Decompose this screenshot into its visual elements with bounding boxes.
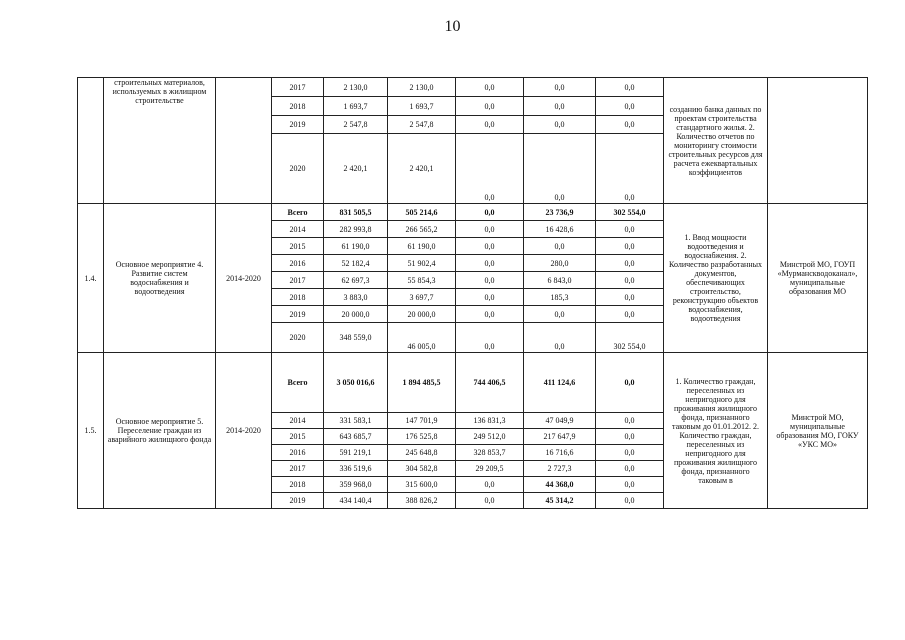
source-cell: 147 701,9 (388, 413, 456, 429)
source-cell: 744 406,5 (456, 353, 524, 413)
source-cell: 0,0 (456, 78, 524, 97)
source-cell: 16 716,6 (524, 445, 596, 461)
source-cell: 388 826,2 (388, 493, 456, 509)
source-cell: 0,0 (596, 116, 664, 134)
source-cell: 0,0 (596, 255, 664, 272)
source-cell: 2 727,3 (524, 461, 596, 477)
total-cell: 20 000,0 (324, 306, 388, 323)
source-cell: 0,0 (524, 238, 596, 255)
executor-text: Минстрой МО, муниципальные образования МО, ГОКУ «УКС МО» (768, 353, 868, 509)
source-cell: 0,0 (596, 97, 664, 116)
source-cell: 0,0 (596, 429, 664, 445)
table-row (78, 78, 868, 97)
source-cell: 46 005,0 (388, 323, 456, 353)
source-cell: 217 647,9 (524, 429, 596, 445)
source-cell: 2 130,0 (388, 78, 456, 97)
year-cell: 2016 (272, 255, 324, 272)
year-cell: 2015 (272, 238, 324, 255)
source-cell: 411 124,6 (524, 353, 596, 413)
source-cell: 45 314,2 (524, 493, 596, 509)
year-cell: 2019 (272, 306, 324, 323)
source-cell: 0,0 (524, 306, 596, 323)
source-cell: 0,0 (596, 289, 664, 306)
year-cell: 2019 (272, 116, 324, 134)
source-cell: 2 547,8 (388, 116, 456, 134)
page-number: 10 (444, 18, 461, 35)
indicator-text: созданию банка данных по проектам строительства стандартного жилья. 2. Количество отчетов по мониторингу стоимости строительных ресурсов для расчета ежеквартальных коэффициентов (664, 78, 768, 204)
source-cell: 0,0 (456, 289, 524, 306)
source-cell: 0,0 (524, 78, 596, 97)
source-cell: 0,0 (456, 323, 524, 353)
source-cell: 20 000,0 (388, 306, 456, 323)
total-cell: 359 968,0 (324, 477, 388, 493)
total-cell: 336 519,6 (324, 461, 388, 477)
year-cell: 2018 (272, 289, 324, 306)
source-cell: 0,0 (524, 323, 596, 353)
row-number: 1.4. (78, 204, 104, 353)
year-cell: 2014 (272, 221, 324, 238)
source-cell: 0,0 (456, 221, 524, 238)
source-cell: 0,0 (524, 134, 596, 204)
year-cell: 2018 (272, 477, 324, 493)
year-cell: 2020 (272, 323, 324, 353)
source-cell: 29 209,5 (456, 461, 524, 477)
program-table (77, 77, 868, 509)
source-cell: 302 554,0 (596, 204, 664, 221)
total-cell: 52 182,4 (324, 255, 388, 272)
source-cell: 44 368,0 (524, 477, 596, 493)
source-cell: 0,0 (596, 477, 664, 493)
source-cell: 304 582,8 (388, 461, 456, 477)
executor-cell (768, 78, 868, 204)
total-cell: 3 050 016,6 (324, 353, 388, 413)
source-cell: 328 853,7 (456, 445, 524, 461)
total-cell: 331 583,1 (324, 413, 388, 429)
source-cell: 136 831,3 (456, 413, 524, 429)
source-cell: 280,0 (524, 255, 596, 272)
source-cell: 245 648,8 (388, 445, 456, 461)
source-cell: 51 902,4 (388, 255, 456, 272)
total-cell: 1 693,7 (324, 97, 388, 116)
source-cell: 315 600,0 (388, 477, 456, 493)
row-number: 1.5. (78, 353, 104, 509)
year-cell: 2014 (272, 413, 324, 429)
source-cell: 0,0 (456, 255, 524, 272)
activity-name: Основное мероприятие 4. Развитие систем водоснабжения и водоотведения (104, 204, 216, 353)
total-cell: 348 559,0 (324, 323, 388, 353)
source-cell: 16 428,6 (524, 221, 596, 238)
total-label: Всего (272, 204, 324, 221)
activity-name: Основное мероприятие 5. Переселение граждан из аварийного жилищного фонда (104, 353, 216, 509)
source-cell: 23 736,9 (524, 204, 596, 221)
source-cell: 1 693,7 (388, 97, 456, 116)
source-cell: 505 214,6 (388, 204, 456, 221)
source-cell: 0,0 (456, 477, 524, 493)
total-cell: 2 130,0 (324, 78, 388, 97)
table-row (78, 353, 868, 413)
source-cell: 0,0 (596, 78, 664, 97)
period-cell (216, 78, 272, 204)
source-cell: 0,0 (596, 445, 664, 461)
total-cell: 434 140,4 (324, 493, 388, 509)
year-cell: 2017 (272, 461, 324, 477)
source-cell: 249 512,0 (456, 429, 524, 445)
source-cell: 0,0 (524, 97, 596, 116)
source-cell: 0,0 (596, 413, 664, 429)
source-cell: 266 565,2 (388, 221, 456, 238)
total-cell: 3 883,0 (324, 289, 388, 306)
source-cell: 61 190,0 (388, 238, 456, 255)
source-cell: 0,0 (456, 204, 524, 221)
source-cell: 302 554,0 (596, 323, 664, 353)
table-row (78, 204, 868, 221)
source-cell: 47 049,9 (524, 413, 596, 429)
source-cell: 176 525,8 (388, 429, 456, 445)
source-cell: 0,0 (456, 134, 524, 204)
indicator-text: 1. Количество граждан, переселенных из непригодного для проживания жилищного фонда, признанного таковым до 01.01.2012. 2. Количество граждан, переселенных из непригодного для проживания жилищного фонда, признанного таковым в (664, 353, 768, 509)
year-cell: 2020 (272, 134, 324, 204)
source-cell: 0,0 (596, 272, 664, 289)
source-cell: 0,0 (596, 221, 664, 238)
total-cell: 643 685,7 (324, 429, 388, 445)
source-cell: 0,0 (456, 97, 524, 116)
total-cell: 2 547,8 (324, 116, 388, 134)
year-cell: 2016 (272, 445, 324, 461)
source-cell: 3 697,7 (388, 289, 456, 306)
year-cell: 2018 (272, 97, 324, 116)
source-cell: 55 854,3 (388, 272, 456, 289)
source-cell: 0,0 (596, 353, 664, 413)
source-cell: 0,0 (596, 461, 664, 477)
indicator-text: 1. Ввод мощности водоотведения и водоснабжения. 2. Количество разработанных документов, обеспечивающих строительство, реконструкцию объектов водоснабжения, водоотведения (664, 204, 768, 353)
total-cell: 62 697,3 (324, 272, 388, 289)
period: 2014-2020 (216, 204, 272, 353)
source-cell: 0,0 (596, 134, 664, 204)
total-cell: 591 219,1 (324, 445, 388, 461)
source-cell: 6 843,0 (524, 272, 596, 289)
year-cell: 2019 (272, 493, 324, 509)
source-cell: 185,3 (524, 289, 596, 306)
source-cell: 0,0 (456, 493, 524, 509)
year-cell: 2015 (272, 429, 324, 445)
total-label: Всего (272, 353, 324, 413)
source-cell: 2 420,1 (388, 134, 456, 204)
total-cell: 61 190,0 (324, 238, 388, 255)
activity-name: строительных материалов, используемых в жилищном строительстве (104, 78, 216, 204)
source-cell: 0,0 (456, 306, 524, 323)
source-cell: 0,0 (596, 493, 664, 509)
source-cell: 0,0 (456, 272, 524, 289)
period: 2014-2020 (216, 353, 272, 509)
total-cell: 2 420,1 (324, 134, 388, 204)
source-cell: 0,0 (596, 238, 664, 255)
source-cell: 0,0 (524, 116, 596, 134)
source-cell: 0,0 (596, 306, 664, 323)
row-number-cell (78, 78, 104, 204)
source-cell: 1 894 485,5 (388, 353, 456, 413)
source-cell: 0,0 (456, 238, 524, 255)
year-cell: 2017 (272, 272, 324, 289)
executor-text: Минстрой МО, ГОУП «Мурманскводоканал», муниципальные образования МО (768, 204, 868, 353)
source-cell: 0,0 (456, 116, 524, 134)
total-cell: 831 505,5 (324, 204, 388, 221)
total-cell: 282 993,8 (324, 221, 388, 238)
year-cell: 2017 (272, 78, 324, 97)
